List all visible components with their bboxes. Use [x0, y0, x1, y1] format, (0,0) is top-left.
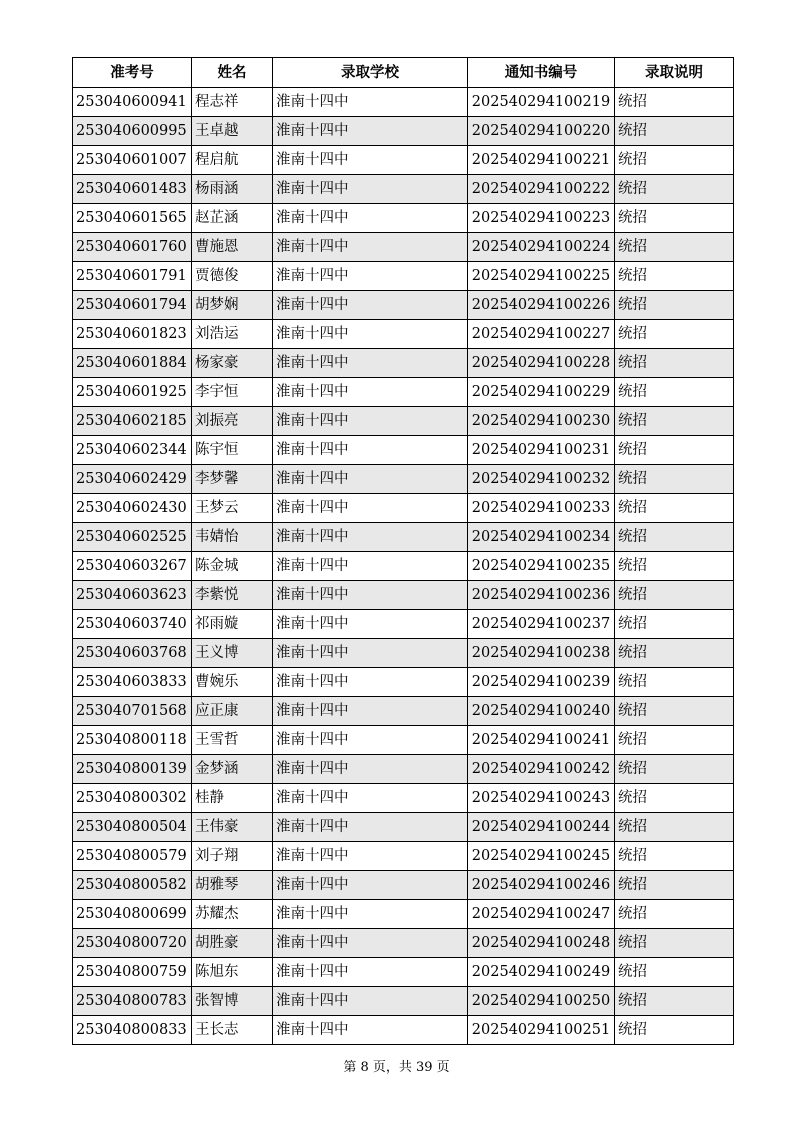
- exam-number-cell: 253040603740: [73, 610, 192, 639]
- school-cell: 淮南十四中: [273, 871, 468, 900]
- notice-number-cell: 202540294100250: [468, 987, 615, 1016]
- exam-number-cell: 253040601823: [73, 320, 192, 349]
- table-row: [73, 639, 734, 668]
- admission-note-cell: 统招: [615, 697, 734, 726]
- student-name-cell: 王义博: [192, 639, 273, 668]
- exam-number-cell: 253040602185: [73, 407, 192, 436]
- notice-number-cell: 202540294100225: [468, 262, 615, 291]
- school-cell: 淮南十四中: [273, 436, 468, 465]
- student-name-cell: 王长志: [192, 1016, 273, 1045]
- table-row: [73, 494, 734, 523]
- table-row: [73, 407, 734, 436]
- school-cell: 淮南十四中: [273, 204, 468, 233]
- table-row: [73, 117, 734, 146]
- school-cell: 淮南十四中: [273, 320, 468, 349]
- student-name-cell: 韦婧怡: [192, 523, 273, 552]
- school-cell: 淮南十四中: [273, 552, 468, 581]
- school-cell: 淮南十四中: [273, 813, 468, 842]
- student-name-cell: 贾德俊: [192, 262, 273, 291]
- admission-note-cell: 统招: [615, 929, 734, 958]
- admission-note-cell: 统招: [615, 639, 734, 668]
- student-name-cell: 王伟豪: [192, 813, 273, 842]
- table-row: [73, 1016, 734, 1045]
- student-name-cell: 曹施恩: [192, 233, 273, 262]
- table-row: [73, 900, 734, 929]
- school-cell: 淮南十四中: [273, 755, 468, 784]
- student-name-cell: 苏耀杰: [192, 900, 273, 929]
- student-name-cell: 陈宇恒: [192, 436, 273, 465]
- student-name-cell: 王雪哲: [192, 726, 273, 755]
- exam-number-cell: 253040601884: [73, 349, 192, 378]
- admission-note-cell: 统招: [615, 262, 734, 291]
- admission-note-cell: 统招: [615, 204, 734, 233]
- notice-number-cell: 202540294100221: [468, 146, 615, 175]
- school-cell: 淮南十四中: [273, 668, 468, 697]
- exam-number-cell: 253040600941: [73, 88, 192, 117]
- school-cell: 淮南十四中: [273, 262, 468, 291]
- table-row: [73, 726, 734, 755]
- student-name-cell: 程志祥: [192, 88, 273, 117]
- exam-number-cell: 253040800118: [73, 726, 192, 755]
- exam-number-cell: 253040601791: [73, 262, 192, 291]
- exam-number-cell: 253040601760: [73, 233, 192, 262]
- student-name-cell: 陈旭东: [192, 958, 273, 987]
- exam-number-cell: 253040603623: [73, 581, 192, 610]
- school-cell: 淮南十四中: [273, 697, 468, 726]
- exam-number-cell: 253040800582: [73, 871, 192, 900]
- school-cell: 淮南十四中: [273, 958, 468, 987]
- student-name-cell: 刘振亮: [192, 407, 273, 436]
- student-name-cell: 程启航: [192, 146, 273, 175]
- table-row: [73, 813, 734, 842]
- school-cell: 淮南十四中: [273, 523, 468, 552]
- school-cell: 淮南十四中: [273, 1016, 468, 1045]
- header-notice-number: 通知书编号: [468, 58, 615, 88]
- notice-number-cell: 202540294100229: [468, 378, 615, 407]
- admission-note-cell: 统招: [615, 88, 734, 117]
- student-name-cell: 刘浩运: [192, 320, 273, 349]
- notice-number-cell: 202540294100226: [468, 291, 615, 320]
- exam-number-cell: 253040602525: [73, 523, 192, 552]
- exam-number-cell: 253040602430: [73, 494, 192, 523]
- student-name-cell: 应正康: [192, 697, 273, 726]
- table-body: [73, 88, 734, 1045]
- notice-number-cell: 202540294100219: [468, 88, 615, 117]
- admission-note-cell: 统招: [615, 436, 734, 465]
- notice-number-cell: 202540294100248: [468, 929, 615, 958]
- school-cell: 淮南十四中: [273, 88, 468, 117]
- school-cell: 淮南十四中: [273, 233, 468, 262]
- admission-note-cell: 统招: [615, 581, 734, 610]
- admission-note-cell: 统招: [615, 146, 734, 175]
- table-row: [73, 349, 734, 378]
- school-cell: 淮南十四中: [273, 175, 468, 204]
- student-name-cell: 胡雅琴: [192, 871, 273, 900]
- notice-number-cell: 202540294100230: [468, 407, 615, 436]
- table-row: [73, 871, 734, 900]
- admission-note-cell: 统招: [615, 987, 734, 1016]
- school-cell: 淮南十四中: [273, 291, 468, 320]
- table-row: [73, 320, 734, 349]
- exam-number-cell: 253040602344: [73, 436, 192, 465]
- exam-number-cell: 253040800783: [73, 987, 192, 1016]
- exam-number-cell: 253040600995: [73, 117, 192, 146]
- admission-note-cell: 统招: [615, 1016, 734, 1045]
- exam-number-cell: 253040601794: [73, 291, 192, 320]
- table-row: [73, 610, 734, 639]
- admission-note-cell: 统招: [615, 610, 734, 639]
- school-cell: 淮南十四中: [273, 581, 468, 610]
- table-row: [73, 842, 734, 871]
- notice-number-cell: 202540294100237: [468, 610, 615, 639]
- header-school: 录取学校: [273, 58, 468, 88]
- notice-number-cell: 202540294100222: [468, 175, 615, 204]
- exam-number-cell: 253040800504: [73, 813, 192, 842]
- table-row: [73, 784, 734, 813]
- table-header-row: [73, 58, 734, 88]
- student-name-cell: 王卓越: [192, 117, 273, 146]
- student-name-cell: 桂静: [192, 784, 273, 813]
- table-row: [73, 581, 734, 610]
- school-cell: 淮南十四中: [273, 639, 468, 668]
- student-name-cell: 杨家豪: [192, 349, 273, 378]
- admission-note-cell: 统招: [615, 465, 734, 494]
- admission-note-cell: 统招: [615, 117, 734, 146]
- table-row: [73, 929, 734, 958]
- school-cell: 淮南十四中: [273, 900, 468, 929]
- student-name-cell: 陈金城: [192, 552, 273, 581]
- exam-number-cell: 253040601007: [73, 146, 192, 175]
- admission-note-cell: 统招: [615, 349, 734, 378]
- admission-note-cell: 统招: [615, 900, 734, 929]
- notice-number-cell: 202540294100236: [468, 581, 615, 610]
- table-row: [73, 233, 734, 262]
- notice-number-cell: 202540294100243: [468, 784, 615, 813]
- school-cell: 淮南十四中: [273, 465, 468, 494]
- notice-number-cell: 202540294100246: [468, 871, 615, 900]
- admission-note-cell: 统招: [615, 552, 734, 581]
- exam-number-cell: 253040701568: [73, 697, 192, 726]
- admission-note-cell: 统招: [615, 523, 734, 552]
- notice-number-cell: 202540294100228: [468, 349, 615, 378]
- table-row: [73, 262, 734, 291]
- student-name-cell: 赵芷涵: [192, 204, 273, 233]
- school-cell: 淮南十四中: [273, 349, 468, 378]
- exam-number-cell: 253040603768: [73, 639, 192, 668]
- student-name-cell: 刘子翔: [192, 842, 273, 871]
- notice-number-cell: 202540294100223: [468, 204, 615, 233]
- notice-number-cell: 202540294100232: [468, 465, 615, 494]
- header-admission-note: 录取说明: [615, 58, 734, 88]
- header-name: 姓名: [192, 58, 273, 88]
- table-row: [73, 465, 734, 494]
- admission-note-cell: 统招: [615, 726, 734, 755]
- student-name-cell: 张智博: [192, 987, 273, 1016]
- notice-number-cell: 202540294100234: [468, 523, 615, 552]
- school-cell: 淮南十四中: [273, 407, 468, 436]
- school-cell: 淮南十四中: [273, 784, 468, 813]
- student-name-cell: 金梦涵: [192, 755, 273, 784]
- student-name-cell: 曹婉乐: [192, 668, 273, 697]
- school-cell: 淮南十四中: [273, 610, 468, 639]
- admission-note-cell: 统招: [615, 233, 734, 262]
- table-row: [73, 291, 734, 320]
- notice-number-cell: 202540294100251: [468, 1016, 615, 1045]
- admission-table: [72, 57, 734, 1045]
- table-row: [73, 204, 734, 233]
- admission-note-cell: 统招: [615, 407, 734, 436]
- student-name-cell: 胡胜豪: [192, 929, 273, 958]
- admission-note-cell: 统招: [615, 871, 734, 900]
- school-cell: 淮南十四中: [273, 378, 468, 407]
- notice-number-cell: 202540294100239: [468, 668, 615, 697]
- school-cell: 淮南十四中: [273, 494, 468, 523]
- table-row: [73, 958, 734, 987]
- school-cell: 淮南十四中: [273, 146, 468, 175]
- admission-note-cell: 统招: [615, 175, 734, 204]
- notice-number-cell: 202540294100249: [468, 958, 615, 987]
- table-row: [73, 146, 734, 175]
- school-cell: 淮南十四中: [273, 117, 468, 146]
- admission-note-cell: 统招: [615, 494, 734, 523]
- admission-note-cell: 统招: [615, 784, 734, 813]
- notice-number-cell: 202540294100241: [468, 726, 615, 755]
- table-row: [73, 88, 734, 117]
- admission-note-cell: 统招: [615, 668, 734, 697]
- notice-number-cell: 202540294100240: [468, 697, 615, 726]
- table-row: [73, 523, 734, 552]
- school-cell: 淮南十四中: [273, 929, 468, 958]
- notice-number-cell: 202540294100235: [468, 552, 615, 581]
- exam-number-cell: 253040800720: [73, 929, 192, 958]
- notice-number-cell: 202540294100220: [468, 117, 615, 146]
- school-cell: 淮南十四中: [273, 842, 468, 871]
- header-exam-number: 准考号: [73, 58, 192, 88]
- admission-note-cell: 统招: [615, 958, 734, 987]
- exam-number-cell: 253040800139: [73, 755, 192, 784]
- exam-number-cell: 253040603833: [73, 668, 192, 697]
- table-row: [73, 552, 734, 581]
- admission-note-cell: 统招: [615, 813, 734, 842]
- table-row: [73, 755, 734, 784]
- exam-number-cell: 253040800759: [73, 958, 192, 987]
- student-name-cell: 王梦云: [192, 494, 273, 523]
- notice-number-cell: 202540294100224: [468, 233, 615, 262]
- notice-number-cell: 202540294100231: [468, 436, 615, 465]
- notice-number-cell: 202540294100238: [468, 639, 615, 668]
- exam-number-cell: 253040800302: [73, 784, 192, 813]
- exam-number-cell: 253040601925: [73, 378, 192, 407]
- exam-number-cell: 253040800699: [73, 900, 192, 929]
- exam-number-cell: 253040601483: [73, 175, 192, 204]
- exam-number-cell: 253040602429: [73, 465, 192, 494]
- student-name-cell: 胡梦娴: [192, 291, 273, 320]
- notice-number-cell: 202540294100227: [468, 320, 615, 349]
- notice-number-cell: 202540294100245: [468, 842, 615, 871]
- student-name-cell: 李紫悦: [192, 581, 273, 610]
- admission-note-cell: 统招: [615, 842, 734, 871]
- admission-note-cell: 统招: [615, 755, 734, 784]
- student-name-cell: 杨雨涵: [192, 175, 273, 204]
- student-name-cell: 李宇恒: [192, 378, 273, 407]
- admission-note-cell: 统招: [615, 320, 734, 349]
- table-row: [73, 175, 734, 204]
- exam-number-cell: 253040603267: [73, 552, 192, 581]
- notice-number-cell: 202540294100233: [468, 494, 615, 523]
- table-row: [73, 987, 734, 1016]
- exam-number-cell: 253040601565: [73, 204, 192, 233]
- school-cell: 淮南十四中: [273, 726, 468, 755]
- school-cell: 淮南十四中: [273, 987, 468, 1016]
- notice-number-cell: 202540294100244: [468, 813, 615, 842]
- admission-note-cell: 统招: [615, 291, 734, 320]
- table-row: [73, 697, 734, 726]
- admission-list-page: [72, 57, 733, 1045]
- page-footer: 第 8 页，共 39 页: [343, 1060, 450, 1075]
- student-name-cell: 祁雨嫙: [192, 610, 273, 639]
- admission-note-cell: 统招: [615, 378, 734, 407]
- table-row: [73, 436, 734, 465]
- table-row: [73, 668, 734, 697]
- exam-number-cell: 253040800579: [73, 842, 192, 871]
- table-row: [73, 378, 734, 407]
- notice-number-cell: 202540294100242: [468, 755, 615, 784]
- student-name-cell: 李梦馨: [192, 465, 273, 494]
- exam-number-cell: 253040800833: [73, 1016, 192, 1045]
- notice-number-cell: 202540294100247: [468, 900, 615, 929]
